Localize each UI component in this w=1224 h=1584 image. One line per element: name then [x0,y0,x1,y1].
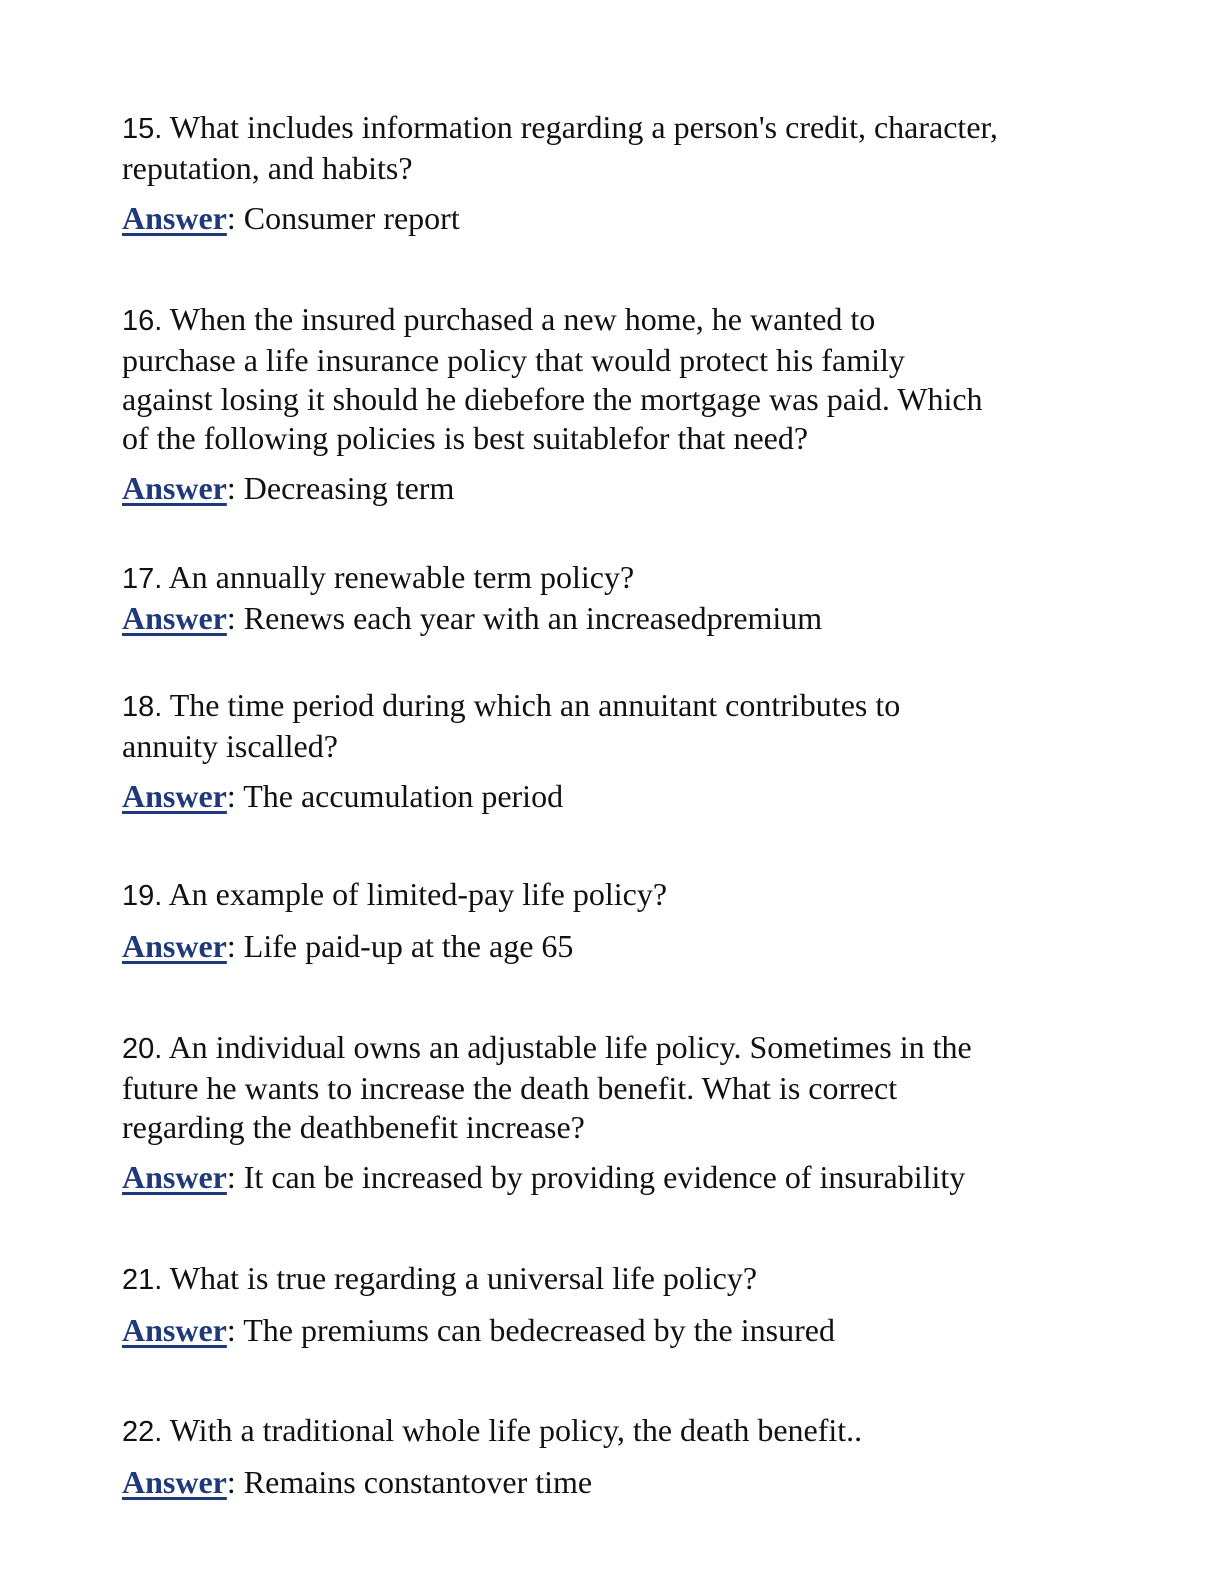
question-body: The time period during which an annuitant contributes to annuity iscalled? [122,687,901,764]
question-text [122,686,1102,766]
qa-item-17 [122,558,1102,638]
answer-label: Answer [122,470,227,506]
answer-text: Remains constantover time [243,1464,593,1500]
answer-text: Life paid-up at the age 65 [243,928,574,964]
answer-line: Answer: It can be increased by providing evidence of insurability [122,1159,966,1195]
answer-text: The accumulation period [243,778,564,814]
answer-label: Answer [122,778,227,814]
answer-text: Renews each year with an increasedpremium [243,600,823,636]
qa-item-20 [122,1028,1102,1197]
qa-item-21 [122,1259,1102,1350]
question-text [122,300,1102,458]
question-number: 22. [122,1416,163,1448]
question-text [122,1028,1102,1147]
answer-label: Answer [122,600,227,636]
answer-text: The premiums can bedecreased by the insured [243,1312,835,1348]
answer-label: Answer [122,1464,227,1500]
qa-item-19 [122,875,1102,966]
question-body: An individual owns an adjustable life policy. Sometimes in the future he wants to increase the death benefit. What is correct regarding the deathbenefit increase? [122,1029,972,1145]
answer-line: Answer: The premiums can bedecreased by the insured [122,1312,835,1348]
answer-line: Answer: Decreasing term [122,470,455,506]
question-body: When the insured purchased a new home, he wanted to purchase a life insurance policy that would protect his family against losing it should he diebefore the mortgage was paid. Which of the following policies is best suitablefor that need? [122,301,983,456]
question-text [122,558,1102,599]
question-number: 18. [122,691,163,723]
question-text [122,875,1102,916]
question-number: 17. [122,563,163,595]
question-number: 19. [122,880,163,912]
question-body: What includes information regarding a person's credit, character, reputation, and habits? [122,109,998,186]
question-text [122,108,1102,188]
question-number: 21. [122,1264,163,1296]
answer-line: Answer: Renews each year with an increasedpremium [122,600,823,636]
qa-item-22 [122,1411,1102,1502]
question-body: An example of limited-pay life policy? [168,876,668,912]
answer-text: Consumer report [243,200,460,236]
question-text [122,1259,1102,1300]
question-body: An annually renewable term policy? [168,559,635,595]
answer-line: Answer: Consumer report [122,200,460,236]
answer-line: Answer: Remains constantover time [122,1464,593,1500]
qa-item-18 [122,686,1102,816]
answer-label: Answer [122,200,227,236]
answer-text: It can be increased by providing evidence of insurability [243,1159,966,1195]
question-number: 16. [122,305,163,337]
answer-line: Answer: The accumulation period [122,778,564,814]
qa-item-16 [122,300,1102,508]
question-number: 20. [122,1033,163,1065]
question-number: 15. [122,113,163,145]
answer-text: Decreasing term [243,470,455,506]
qa-item-15 [122,108,1102,238]
question-text [122,1411,1102,1452]
answer-label: Answer [122,1159,227,1195]
question-body: What is true regarding a universal life policy? [169,1260,758,1296]
answer-label: Answer [122,928,227,964]
answer-line: Answer: Life paid-up at the age 65 [122,928,574,964]
answer-label: Answer [122,1312,227,1348]
question-body: With a traditional whole life policy, the death benefit.. [169,1412,863,1448]
